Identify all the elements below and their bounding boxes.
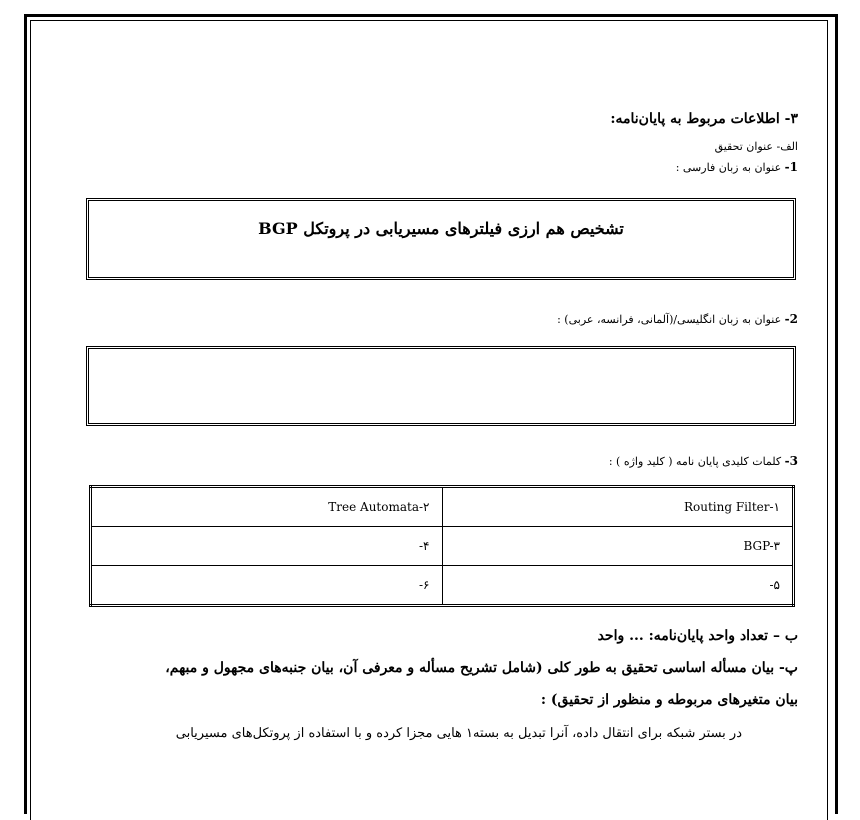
persian-title-box	[86, 198, 796, 280]
item-3-label: کلمات کلیدی پایان نامه ( کلید واژه ) :	[608, 455, 782, 468]
keyword-4: -۴	[419, 539, 430, 553]
item-3-number: 3-	[784, 454, 798, 468]
keyword-2: Tree Automata-۲	[328, 500, 430, 514]
keyword-cell	[442, 566, 794, 606]
table-row	[91, 487, 794, 527]
table-row	[91, 527, 794, 566]
keyword-3: BGP-۳	[743, 539, 780, 553]
item-2	[557, 312, 798, 326]
section-3-heading: ۳- اطلاعات مربوط به پایان‌نامه:	[610, 111, 798, 127]
english-title-box	[86, 346, 796, 426]
item-1-number: 1-	[784, 160, 798, 174]
keyword-1: Routing Filter-۱	[683, 500, 780, 514]
table-row	[91, 566, 794, 606]
keyword-cell	[91, 566, 443, 606]
item-3	[609, 454, 798, 468]
keyword-6: -۶	[419, 578, 430, 592]
item-1-label: عنوان به زبان فارسی :	[675, 161, 782, 174]
section-p-heading-line1: پ- بیان مسأله اساسی تحقیق به طور کلی (شامل تشریح مسأله و معرفی آن، بیان جنبه‌های مجهول و مبهم،	[165, 660, 798, 676]
keyword-cell	[91, 527, 443, 566]
section-b-heading: ب – تعداد واحد پایان‌نامه: ... واحد	[597, 628, 798, 644]
persian-title: تشخیص هم ارزی فیلترهای مسیریابی در پروتکل BGP	[258, 219, 624, 238]
keywords-table	[89, 485, 795, 607]
keyword-5: -۵	[769, 578, 780, 592]
section-p-heading-line2: بیان متغیرهای مربوطه و منظور از تحقیق) :	[540, 692, 798, 708]
item-2-label: عنوان به زبان انگلیسی/(آلمانی، فرانسه، عربی) :	[557, 313, 782, 326]
item-2-number: 2-	[784, 312, 798, 326]
keyword-cell	[91, 487, 443, 527]
keyword-cell	[442, 487, 794, 527]
body-paragraph-line: در بستر شبکه برای انتقال داده، آنرا تبدیل به بسته۱ هایی مجزا کرده و با استفاده از پروتکل‌های مسیریابی	[175, 726, 742, 741]
keyword-cell	[442, 527, 794, 566]
item-1	[676, 160, 798, 174]
sub-a-label: الف- عنوان تحقیق	[714, 140, 798, 153]
